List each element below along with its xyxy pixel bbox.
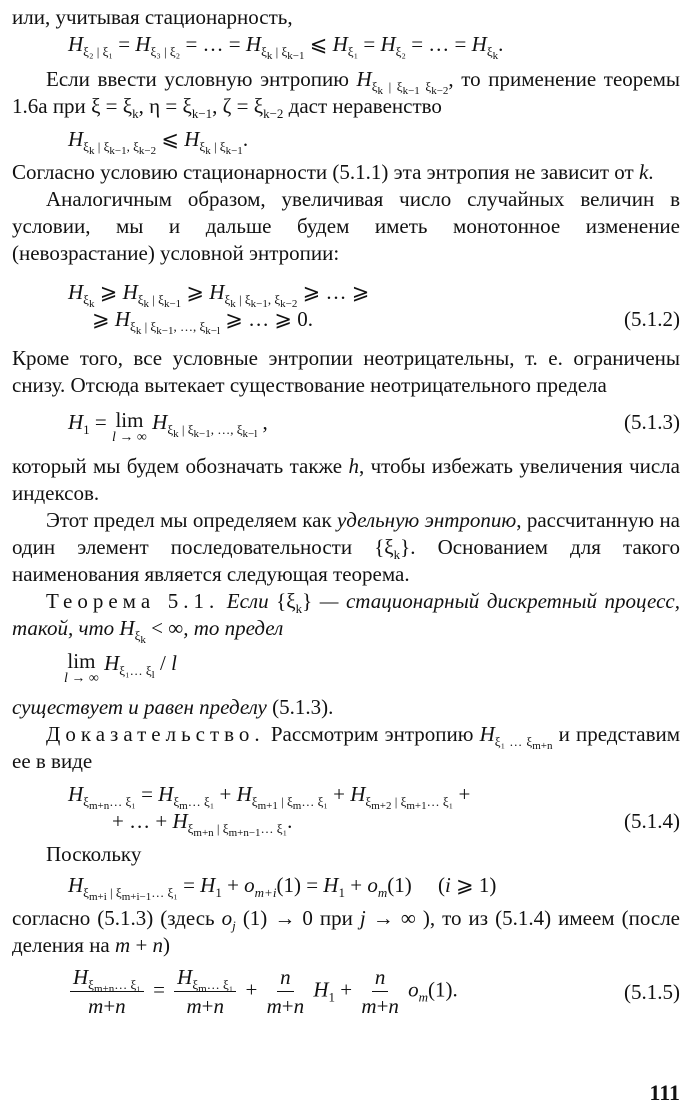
equation-5-1-4-line2: + … + $H_{\xi_{m+n} | \xi_{m+n-1}\dots \xi_1}$. (5.1.4): [112, 809, 680, 839]
equation-number: (5.1.4): [624, 809, 680, 833]
page-number: 111: [649, 1080, 680, 1105]
equation-5-1-2: $H_{\xi_k}$ ⩾ $H_{\xi_k | \xi_{k-1}}$ ⩾ $H_{\xi_k | \xi_{k-1}, \xi_{k-2}}$ ⩾ … ⩾: [68, 280, 370, 310]
equation-5-1-2-line2: ⩾ $H_{\xi_k | \xi_{k-1}, \dots, \xi_{k-l}}$ ⩾ … ⩾ 0. (5.1.2): [92, 307, 680, 337]
equation-5-1-5: $\frac{H_{\xi_{m+n}\dots \xi_1}}{m+n}$ = $\frac{H_{\xi_m\dots \xi_1}}{m+n}$ + $\frac{n}{m+n}$ $H_1$ + $\frac{n}{m+n}$ $o_m(1)$. (5.1.5): [12, 965, 680, 1023]
proof-start: Доказательство. Рассмотрим энтропию $H_{\xi_1 \dots \xi_{m+n}}$ и представим ее в виде: [12, 722, 681, 773]
paragraph-define: Этот предел мы определяем как удельную энтропию, рассчитанную на один элемент последовательности $\{\xi_k\}$. Основанием для такого наименования является следующая теорема.: [12, 508, 680, 586]
intro-line: или, учитывая стационарность,: [12, 5, 293, 29]
equation-number: (5.1.2): [624, 307, 680, 331]
paragraph-conditional-entropy: Если ввести условную энтропию $H_{\xi_k | \xi_{k-1} \xi_{k-2}}$, то применение теоремы 1.6а при $\xi = \xi_k$, $\eta = \xi_{k-1}$, $\zeta = \xi_{k-2}$ даст неравенство: [12, 67, 681, 121]
equation-theorem-limit: lim l → ∞ $H_{\xi_1\dots \xi_l}$ / l: [64, 649, 177, 686]
paragraph-stationarity: Согласно условию стационарности (5.1.1) эта энтропия не зависит от k.: [12, 160, 654, 184]
since-label: Поскольку: [46, 842, 142, 866]
paragraph-analogous: Аналогичным образом, увеличивая число случайных величин в условии, мы и дальше будем иметь монотонное изменение (невозрастание) условной энтропии:: [12, 187, 680, 265]
equation-stationarity-chain: $H_{\xi_2 | \xi_1} = H_{\xi_3 | \xi_2}$ = … = $H_{\xi_k | \xi_{k-1}}$ ⩽ $H_{\xi_1} = H_{\xi_2}$ = … = $H_{\xi_k}$.: [68, 32, 504, 62]
equation-5-1-4: $H_{\xi_{m+n}\dots \xi_1} = H_{\xi_m\dots \xi_1} + H_{\xi_{m+1} | \xi_m\dots \xi_1} + H_{\xi_{m+2} | \xi_{m+1}\dots \xi_1}$ +: [68, 782, 471, 812]
theorem-5-1: Теорема 5.1. Если $\{\xi_k\}$ — стационарный дискретный процесс, такой, что $H_{\xi_k}$ < ∞, то предел: [12, 589, 680, 646]
theorem-conclusion: существует и равен пределу (5.1.3).: [12, 695, 334, 719]
equation-since: $H_{\xi_{m+i} | \xi_{m+i-1}\dots \xi_1} = H_1 + o_{m+i}(1) = H_1 + o_m(1)$ (i ⩾ 1): [68, 873, 497, 903]
equation-number: (5.1.5): [624, 980, 680, 1004]
equation-number: (5.1.3): [624, 410, 680, 434]
paragraph-nonnegative: Кроме того, все условные энтропии неотрицательны, т. е. ограничены снизу. Отсюда вытекает существование неотрицательного предела: [12, 346, 680, 397]
equation-5-1-3: $H_1 = \lim$ l → ∞ $H_{\xi_k | \xi_{k-1}, \dots, \xi_{k-l}}$ , (5.1.3): [68, 408, 680, 445]
paragraph-according: согласно (5.1.3) (здесь $o_j$ (1) → 0 при j → ∞ ), то из (5.1.4) имеем (после деления на m + n): [12, 906, 680, 957]
paragraph-denote: который мы будем обозначать также h, чтобы избежать увеличения числа индексов.: [12, 454, 680, 505]
equation-inequality: $H_{\xi_k | \xi_{k-1}, \xi_{k-2}}$ ⩽ $H_{\xi_k | \xi_{k-1}}$.: [68, 127, 249, 157]
page-content: [12, 4, 680, 1023]
